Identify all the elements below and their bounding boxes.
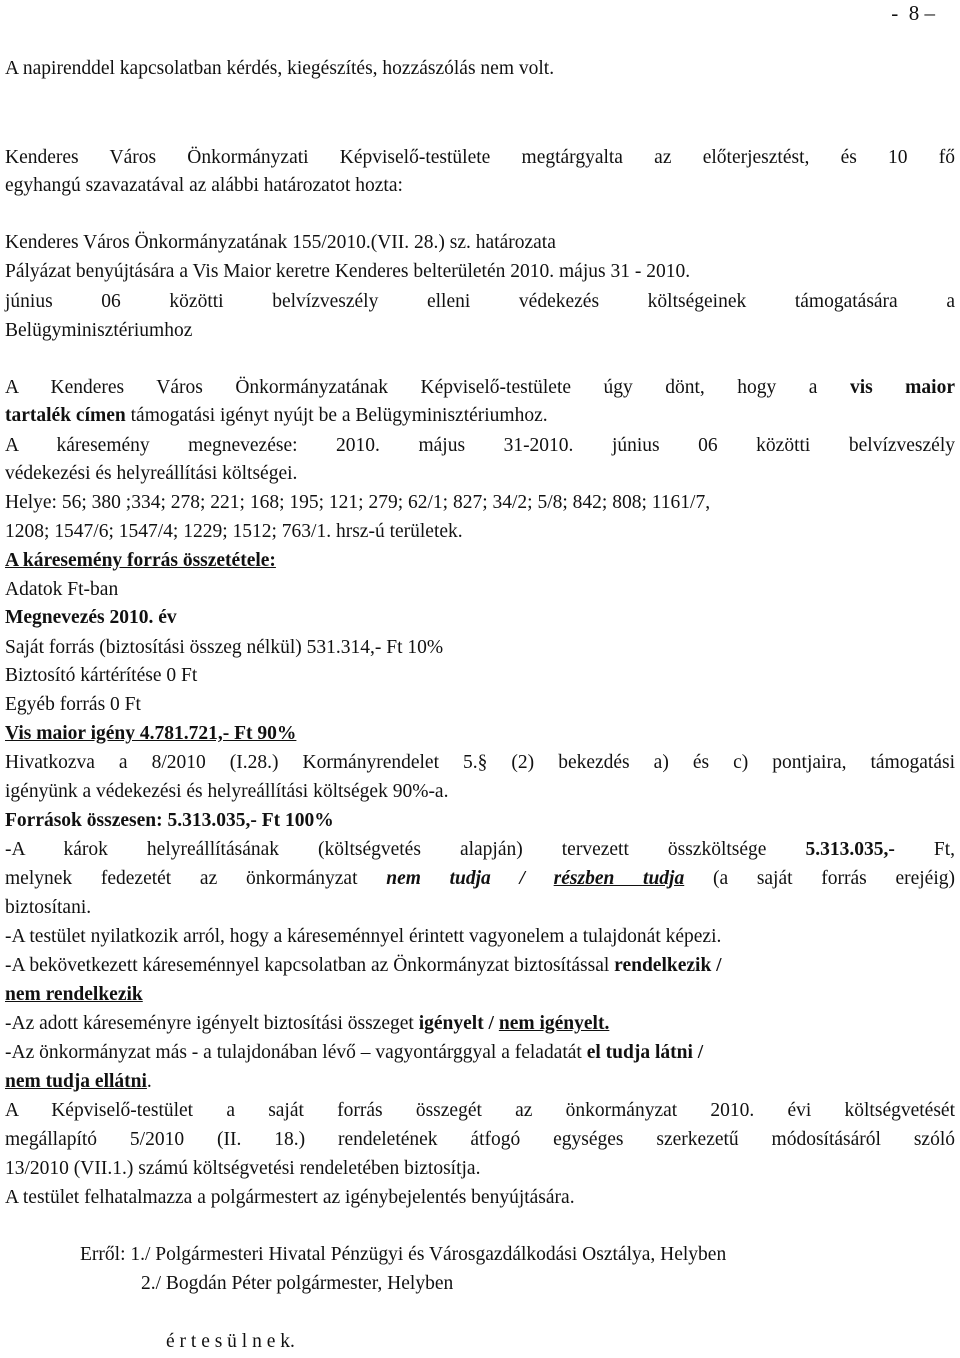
statement-insurance-line-2: nem rendelkezik (5, 984, 143, 1005)
sources-unit: Adatok Ft-ban (5, 579, 119, 600)
notification-line-2: 2./ Bogdán Péter polgármester, Helyben (141, 1273, 454, 1294)
resolution-subject-line-3: Belügyminisztériumhoz (5, 320, 193, 341)
closing-budget-line-2: megállapító 5/2010 (II. 18.) rendeletének átfogó egységes szerkezetű módosításáról szóló (5, 1129, 955, 1150)
source-own: Saját forrás (biztosítási összeg nélkül) 531.314,- Ft 10% (5, 637, 444, 658)
statement-insurance-line-1: -A bekövetkezett káreseménnyel kapcsolatban az Önkormányzat biztosítással rendelkezik / (5, 955, 722, 976)
reference-line-1: Hivatkozva a 8/2010 (I.28.) Kormányrendelet 5.§ (2) bekezdés a) és c) pontjaira, támogatási (5, 752, 955, 773)
statement-ownership: -A testület nyilatkozik arról, hogy a káreseménnyel érintett vagyonelem a tulajdonát képezi. (5, 926, 722, 947)
sources-column-header: Megnevezés 2010. év (5, 607, 177, 628)
location-line-1: Helye: 56; 380 ;334; 278; 221; 168; 195; 121; 279; 62/1; 827; 34/2; 5/8; 842; 808; 1161/7, (5, 492, 711, 513)
closing-budget-line-3: 13/2010 (VII.1.) számú költségvetési rendeletében biztosítja. (5, 1158, 481, 1179)
decision-line-1: A Kenderes Város Önkormányzatának Képviselő-testülete úgy dönt, hogy a vis maior (5, 377, 955, 398)
closing-authorization: A testület felhatalmazza a polgármestert az igénybejelentés benyújtására. (5, 1187, 575, 1208)
sources-heading: A káresemény forrás összetétele: (5, 550, 276, 571)
intro-paragraph: A napirenddel kapcsolatban kérdés, kiegészítés, hozzászólás nem volt. (5, 58, 555, 79)
resolution-subject-line-2: június 06 közötti belvízveszély elleni védekezés költségeinek támogatására a (5, 291, 955, 312)
sources-total: Források összesen: 5.313.035,- Ft 100% (5, 810, 334, 831)
damage-name-line-1: A káresemény megnevezése: 2010. május 31-2010. június 06 közötti belvízveszély (5, 435, 955, 456)
notification-line-1: Erről: 1./ Polgármesteri Hivatal Pénzügyi és Városgazdálkodási Osztálya, Helyben (80, 1244, 727, 1265)
damage-name-line-2: védekezési és helyreállítási költségei. (5, 463, 298, 484)
notification-line-3: é r t e s ü l n e k. (166, 1331, 295, 1352)
statement-other-asset-line-1: -Az önkormányzat más - a tulajdonában lévő – vagyontárggyal a feladatát el tudja látni / (5, 1042, 704, 1063)
source-other: Egyéb forrás 0 Ft (5, 694, 141, 715)
statement-costs-line-3: biztosítani. (5, 897, 92, 918)
source-vis-maior: Vis maior igény 4.781.721,- Ft 90% (5, 723, 297, 744)
source-insurer: Biztosító kártérítése 0 Ft (5, 665, 198, 686)
resolution-subject-line-1: Pályázat benyújtására a Vis Maior keretre Kenderes belterületén 2010. május 31 - 2010. (5, 261, 691, 282)
statement-other-asset-line-2: nem tudja ellátni. (5, 1071, 152, 1092)
statement-insurance-claim: -Az adott káreseményre igényelt biztosítási összeget igényelt / nem igényelt. (5, 1013, 610, 1034)
statement-costs-line-1: -A károk helyreállításának (költségvetés alapján) tervezett összköltsége 5.313.035,- Ft, (5, 839, 955, 860)
page-number: - 8 – (891, 1, 935, 25)
closing-budget-line-1: A Képviselő-testület a saját forrás összegét az önkormányzat 2010. évi költségvetését (5, 1100, 955, 1121)
statement-costs-line-2: melynek fedezetét az önkormányzat nem tudja / részben tudja (a saját forrás erejéig) (5, 868, 955, 889)
reference-line-2: igényünk a védekezési és helyreállítási költségek 90%-a. (5, 781, 449, 802)
resolution-title: Kenderes Város Önkormányzatának 155/2010.(VII. 28.) sz. határozata (5, 232, 556, 253)
vote-line-2: egyhangú szavazatával az alábbi határozatot hozta: (5, 175, 403, 196)
decision-line-2: tartalék címen támogatási igényt nyújt be a Belügyminisztériumhoz. (5, 405, 548, 426)
location-line-2: 1208; 1547/6; 1547/4; 1229; 1512; 763/1. hrsz-ú területek. (5, 521, 463, 542)
vote-line-1: Kenderes Város Önkormányzati Képviselő-testülete megtárgyalta az előterjesztést, és 10 fő (5, 147, 955, 168)
